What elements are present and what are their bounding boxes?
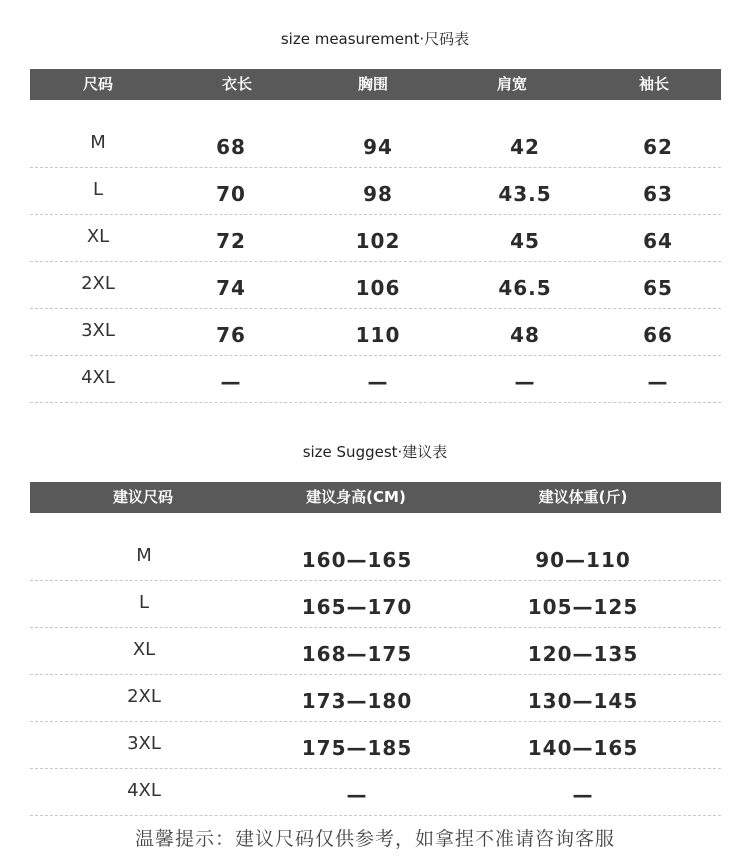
suggest-row bbox=[30, 580, 721, 628]
measurement-value-cell: 46.5 bbox=[498, 276, 552, 300]
col-sleeve: 袖长 bbox=[638, 75, 670, 93]
col-suggest-height: 建议身高(CM) bbox=[306, 488, 406, 506]
suggest-value-cell: 175—185 bbox=[301, 736, 413, 760]
col-suggest-size: 建议尺码 bbox=[112, 488, 174, 506]
measurement-value-cell: 43.5 bbox=[498, 182, 552, 206]
measurement-size-cell: 2XL bbox=[81, 273, 115, 294]
measurement-row bbox=[30, 355, 721, 403]
suggest-value-cell: 173—180 bbox=[301, 689, 413, 713]
suggest-row bbox=[30, 533, 721, 581]
suggest-value-cell: 120—135 bbox=[527, 642, 639, 666]
suggest-value-cell: 168—175 bbox=[301, 642, 413, 666]
measurement-value-cell: — bbox=[367, 370, 389, 394]
measurement-value-cell: 64 bbox=[643, 229, 673, 253]
measurement-title: size measurement·尺码表 bbox=[280, 30, 470, 48]
suggest-title: size Suggest·建议表 bbox=[302, 443, 448, 461]
measurement-value-cell: 98 bbox=[363, 182, 393, 206]
suggest-size-cell: XL bbox=[132, 639, 156, 660]
measurement-value-cell: 72 bbox=[216, 229, 246, 253]
measurement-row bbox=[30, 167, 721, 215]
measurement-value-cell: 65 bbox=[643, 276, 673, 300]
suggest-value-cell: 160—165 bbox=[301, 548, 413, 572]
measurement-header bbox=[30, 69, 721, 100]
measurement-size-cell: L bbox=[92, 179, 104, 200]
suggest-value-cell: 105—125 bbox=[527, 595, 639, 619]
measurement-value-cell: 48 bbox=[510, 323, 540, 347]
suggest-size-cell: 2XL bbox=[127, 686, 161, 707]
measurement-value-cell: — bbox=[514, 370, 536, 394]
suggest-value-cell: — bbox=[572, 783, 594, 807]
measurement-value-cell: — bbox=[647, 370, 669, 394]
suggest-value-cell: 140—165 bbox=[527, 736, 639, 760]
measurement-row bbox=[30, 214, 721, 262]
measurement-size-cell: 4XL bbox=[81, 367, 115, 388]
col-size: 尺码 bbox=[82, 75, 114, 93]
suggest-size-cell: L bbox=[138, 592, 150, 613]
suggest-value-cell: 165—170 bbox=[301, 595, 413, 619]
measurement-size-cell: M bbox=[90, 132, 106, 153]
measurement-value-cell: 45 bbox=[510, 229, 540, 253]
measurement-value-cell: 66 bbox=[643, 323, 673, 347]
suggest-value-cell: — bbox=[346, 783, 368, 807]
suggest-row bbox=[30, 768, 721, 816]
measurement-size-cell: 3XL bbox=[81, 320, 115, 341]
measurement-value-cell: 70 bbox=[216, 182, 246, 206]
suggest-row bbox=[30, 721, 721, 769]
measurement-row bbox=[30, 261, 721, 309]
measurement-value-cell: 42 bbox=[510, 135, 540, 159]
measurement-row bbox=[30, 308, 721, 356]
measurement-value-cell: 94 bbox=[363, 135, 393, 159]
footer-tip: 温馨提示：建议尺码仅供参考，如拿捏不准请咨询客服 bbox=[134, 828, 615, 850]
col-length: 衣长 bbox=[221, 75, 253, 93]
measurement-value-cell: 63 bbox=[643, 182, 673, 206]
measurement-value-cell: 76 bbox=[216, 323, 246, 347]
suggest-size-cell: M bbox=[136, 545, 152, 566]
suggest-row bbox=[30, 627, 721, 675]
measurement-value-cell: 68 bbox=[216, 135, 246, 159]
measurement-value-cell: — bbox=[220, 370, 242, 394]
suggest-size-cell: 3XL bbox=[127, 733, 161, 754]
col-shoulder: 肩宽 bbox=[496, 75, 528, 93]
measurement-value-cell: 62 bbox=[643, 135, 673, 159]
measurement-size-cell: XL bbox=[86, 226, 110, 247]
measurement-value-cell: 110 bbox=[355, 323, 401, 347]
measurement-value-cell: 102 bbox=[355, 229, 401, 253]
measurement-row bbox=[30, 120, 721, 168]
suggest-value-cell: 90—110 bbox=[535, 548, 631, 572]
suggest-row bbox=[30, 674, 721, 722]
measurement-value-cell: 74 bbox=[216, 276, 246, 300]
col-chest: 胸围 bbox=[357, 75, 389, 93]
col-suggest-weight: 建议体重(斤) bbox=[538, 488, 628, 506]
suggest-value-cell: 130—145 bbox=[527, 689, 639, 713]
suggest-header bbox=[30, 482, 721, 513]
measurement-value-cell: 106 bbox=[355, 276, 401, 300]
suggest-size-cell: 4XL bbox=[127, 780, 161, 801]
